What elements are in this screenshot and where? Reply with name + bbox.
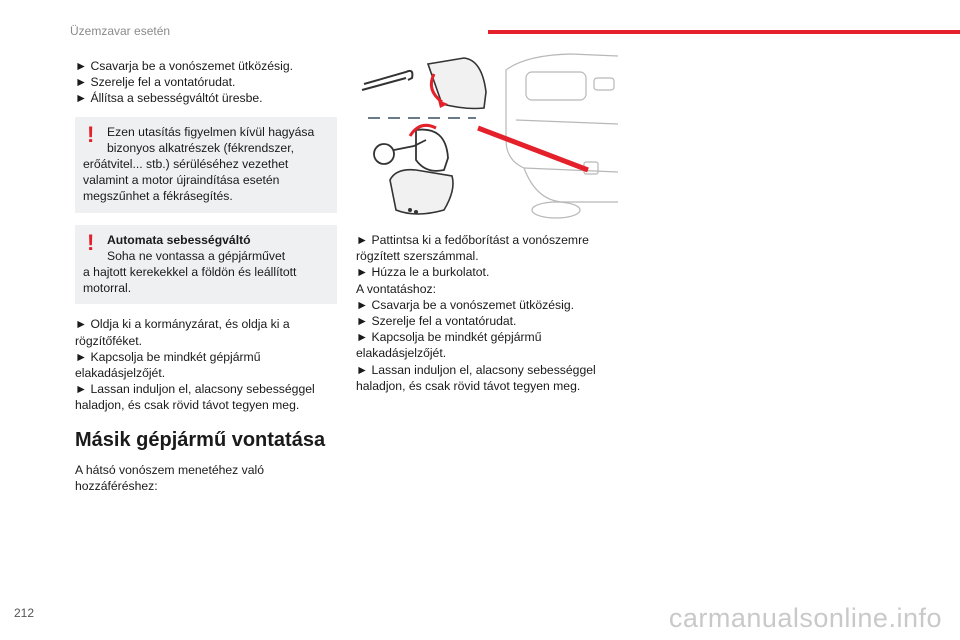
instruction-line: A vontatáshoz: bbox=[356, 281, 436, 296]
towing-eye-cover-illustration bbox=[356, 50, 620, 220]
instruction-line: ► Húzza le a burkolatot. bbox=[356, 265, 490, 280]
page-number: 212 bbox=[14, 606, 35, 620]
instruction-line: elakadásjelzőjét. bbox=[356, 346, 447, 361]
instruction-line: ► Szerelje fel a vontatórudat. bbox=[356, 314, 517, 329]
section-text-line: A hátsó vonószem menetéhez való bbox=[75, 462, 265, 477]
instruction-line: ► Lassan induljon el, alacsony sebességgel bbox=[75, 382, 315, 397]
pointer-arrow bbox=[478, 128, 588, 170]
warning-box-automatic bbox=[75, 225, 337, 305]
warning-line: erőátvitel... stb.) sérüléséhez vezethet bbox=[83, 157, 289, 172]
instruction-line: ► Szerelje fel a vontatórudat. bbox=[75, 75, 236, 90]
removal-tool-drawing bbox=[362, 71, 412, 90]
warning-title: Automata sebességváltó bbox=[107, 232, 251, 247]
warning-line: megszűnhet a fékrásegítés. bbox=[83, 189, 233, 204]
warning-exclamation-icon: ! bbox=[87, 229, 95, 255]
cover-panel-bottom bbox=[390, 170, 453, 214]
warning-box bbox=[75, 117, 337, 213]
instruction-line: haladjon, és csak rövid távot tegyen meg. bbox=[356, 378, 581, 393]
instruction-line: elakadásjelzőjét. bbox=[75, 366, 166, 381]
right-column bbox=[356, 232, 618, 394]
instruction-line: rögzített szerszámmal. bbox=[356, 249, 479, 264]
warning-exclamation-icon: ! bbox=[87, 121, 95, 147]
section-title: Másik gépjármű vontatása bbox=[75, 428, 326, 451]
warning-line: Soha ne vontassa a gépjárművet bbox=[107, 248, 286, 263]
cover-panel-top bbox=[428, 58, 486, 109]
instruction-line: ► Kapcsolja be mindkét gépjármű bbox=[356, 330, 542, 345]
warning-line: motorral. bbox=[83, 281, 132, 296]
instruction-line: ► Pattintsa ki a fedőborítást a vonószemre bbox=[356, 233, 589, 247]
instruction-line: ► Lassan induljon el, alacsony sebességgel bbox=[356, 362, 596, 377]
warning-line: bizonyos alkatrészek (fékrendszer, bbox=[107, 140, 294, 155]
towing-eye-drawing bbox=[374, 125, 448, 171]
instruction-line: ► Állítsa a sebességváltót üresbe. bbox=[75, 91, 263, 106]
car-rear-drawing bbox=[506, 54, 618, 218]
header-accent-bar bbox=[488, 30, 960, 34]
instruction-line: haladjon, és csak rövid távot tegyen meg. bbox=[75, 398, 300, 413]
left-column bbox=[75, 58, 337, 494]
instruction-line: rögzítőféket. bbox=[75, 333, 143, 348]
instruction-line: ► Csavarja be a vonószemet ütközésig. bbox=[75, 59, 294, 73]
instruction-line: ► Csavarja be a vonószemet ütközésig. bbox=[356, 297, 575, 312]
warning-line: Ezen utasítás figyelmen kívül hagyása bbox=[107, 124, 315, 139]
instruction-line: ► Oldja ki a kormányzárat, és oldja ki a bbox=[75, 317, 290, 332]
warning-line: a hajtott kerekekkel a földön és leállított bbox=[83, 265, 297, 280]
running-header: Üzemzavar esetén bbox=[70, 24, 171, 38]
instruction-line: ► Kapcsolja be mindkét gépjármű bbox=[75, 349, 261, 364]
warning-line: valamint a motor újraindítása esetén bbox=[83, 173, 280, 188]
section-text-line: hozzáféréshez: bbox=[75, 478, 158, 493]
watermark: carmanualsonline.info bbox=[668, 603, 942, 633]
